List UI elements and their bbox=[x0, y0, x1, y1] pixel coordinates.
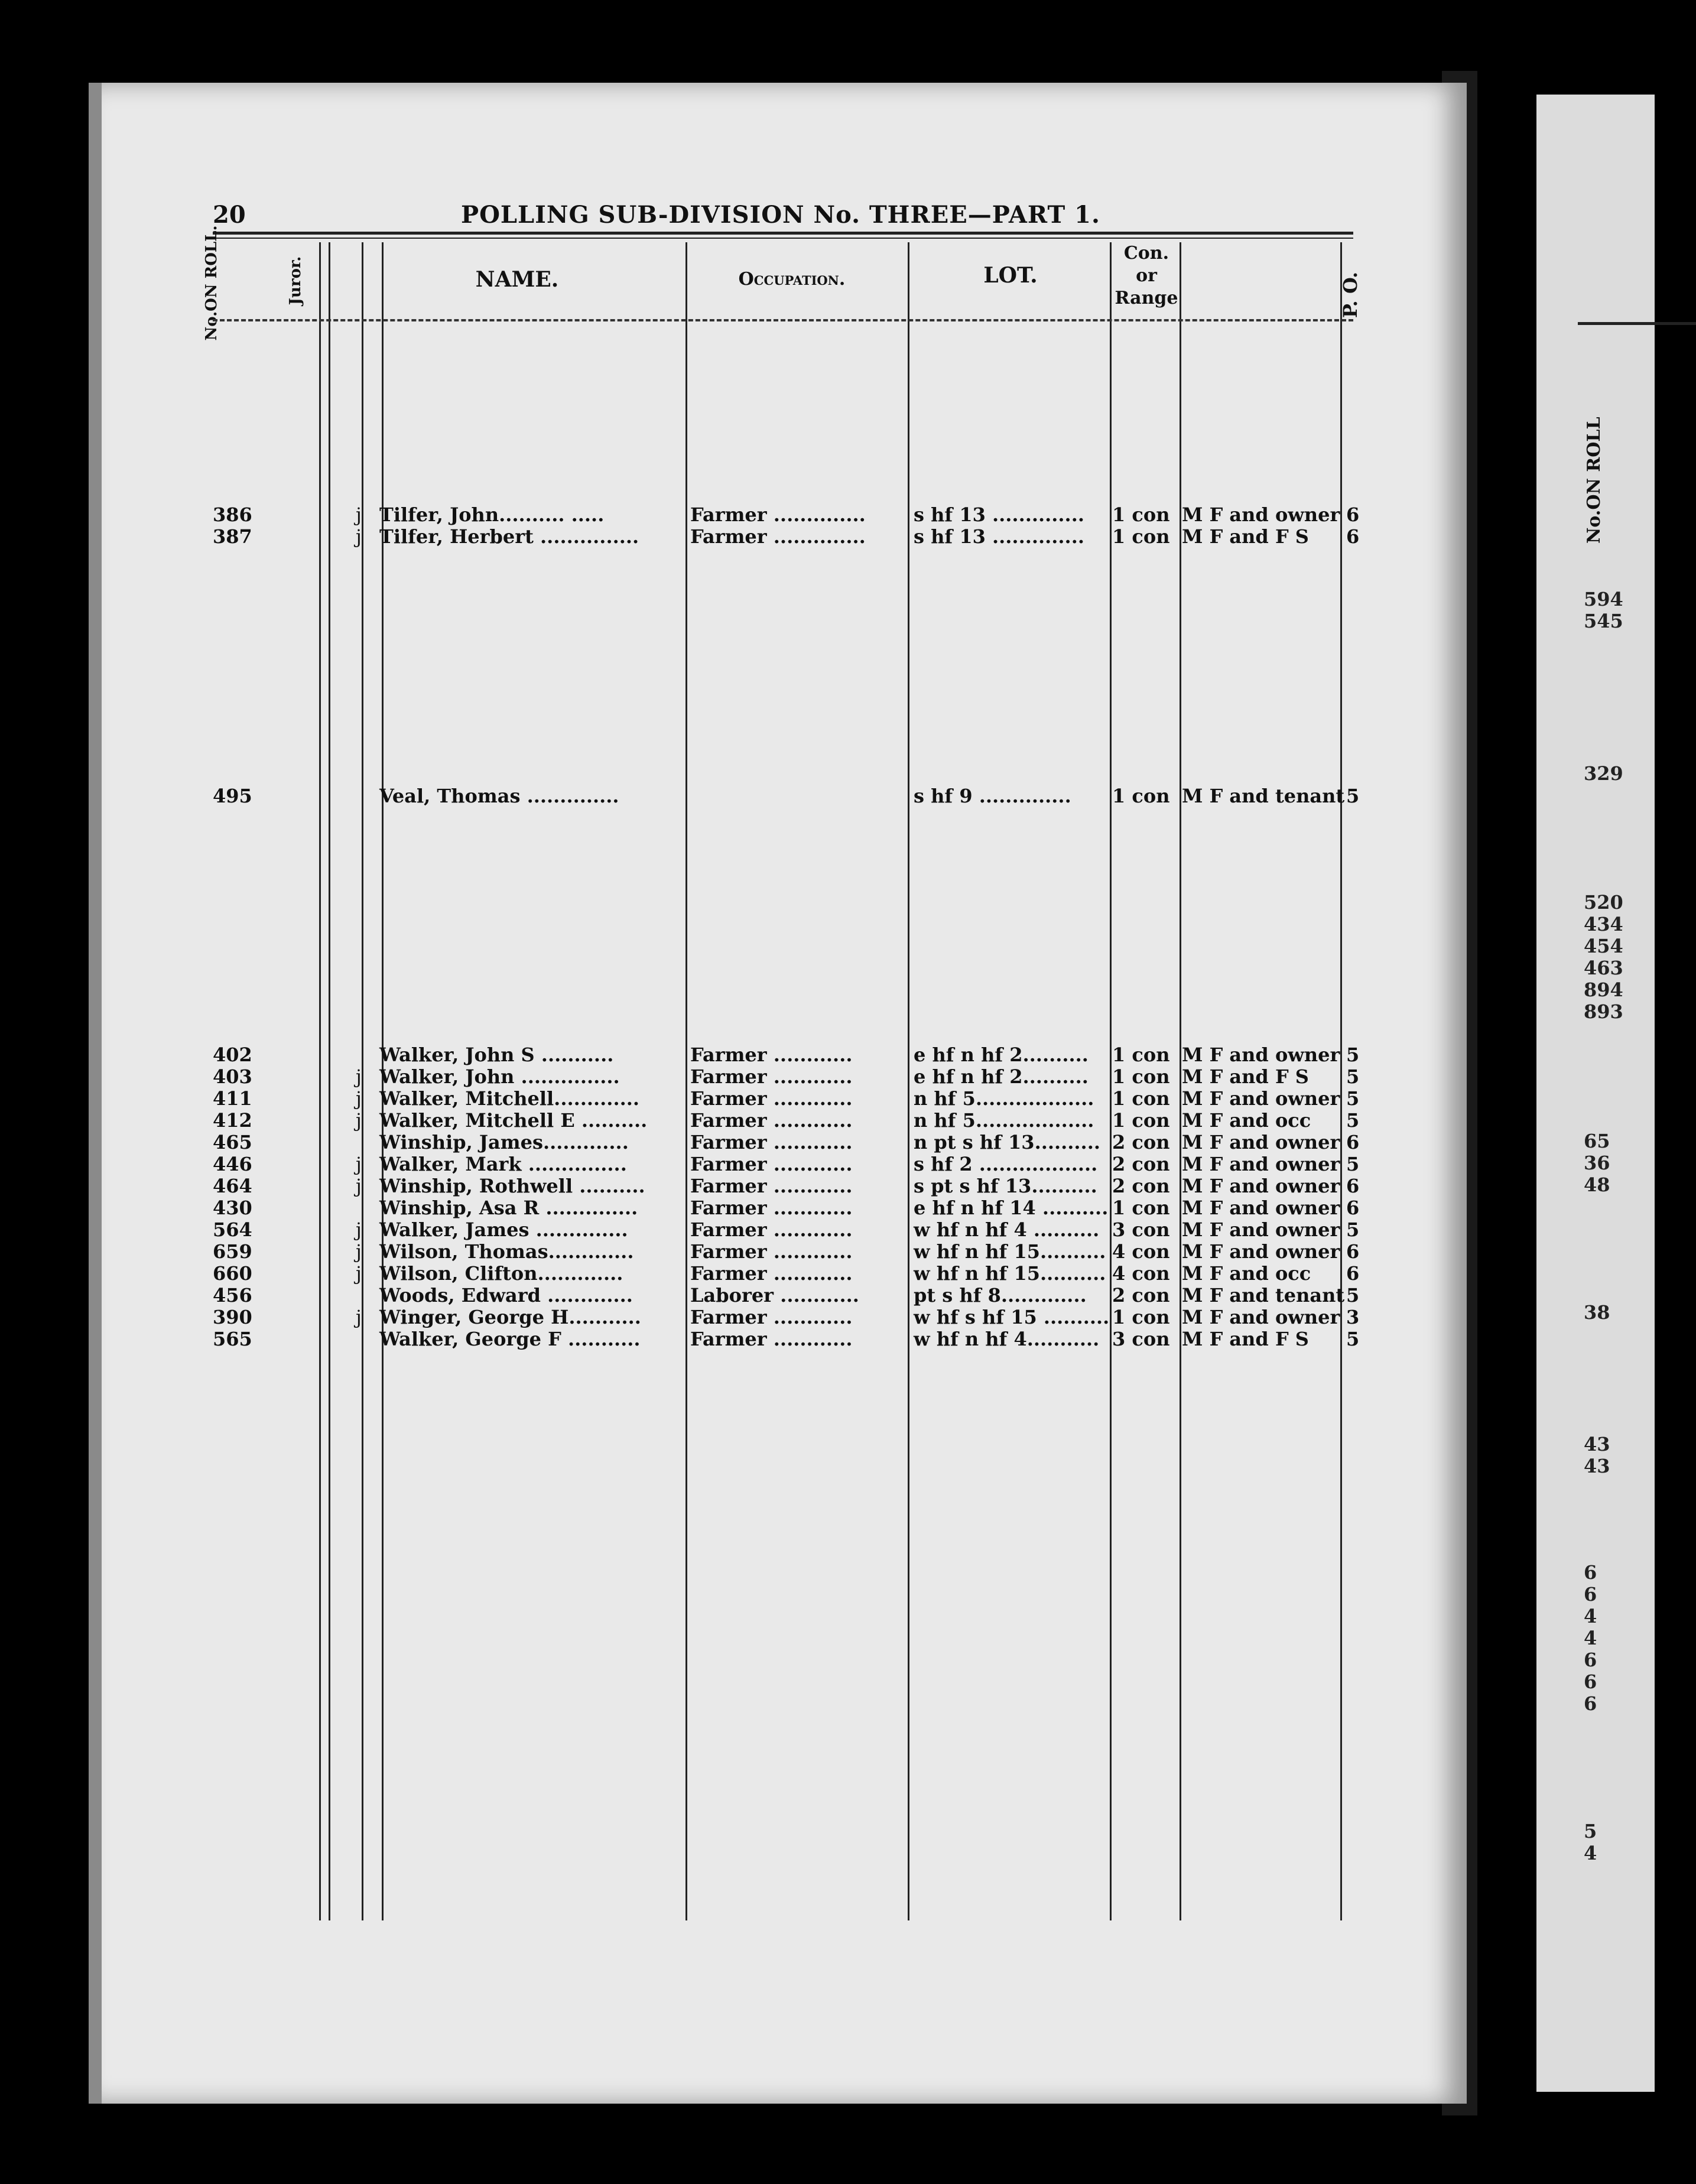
voter-name: Walker, John S ........... bbox=[379, 1044, 614, 1066]
voter-name: Tilfer, Herbert ............... bbox=[379, 525, 639, 548]
concession: 2 con bbox=[1112, 1284, 1170, 1306]
roll-number: 403 bbox=[213, 1065, 252, 1088]
adjacent-roll-number: 6 bbox=[1584, 1583, 1597, 1606]
roll-number: 411 bbox=[213, 1087, 252, 1110]
qualification: M F and owner bbox=[1182, 1218, 1340, 1241]
adjacent-roll-number: 6 bbox=[1584, 1692, 1597, 1715]
voter-name: Walker, Mark ............... bbox=[379, 1153, 627, 1175]
juror-mark: j bbox=[356, 1065, 362, 1088]
adjacent-roll-number: 454 bbox=[1584, 935, 1623, 957]
roll-number: 430 bbox=[213, 1197, 252, 1219]
column-header-juror: Juror. bbox=[287, 256, 304, 306]
post-office: 5 bbox=[1346, 1109, 1360, 1132]
roll-number: 387 bbox=[213, 525, 252, 548]
occupation: Farmer ............ bbox=[690, 1240, 853, 1263]
occupation: Farmer ............ bbox=[690, 1197, 853, 1219]
table-row bbox=[213, 1306, 1371, 1328]
lot: e hf n hf 2.......... bbox=[914, 1065, 1089, 1088]
roll-number: 464 bbox=[213, 1175, 252, 1197]
juror-mark: j bbox=[356, 1087, 362, 1110]
post-office: 3 bbox=[1346, 1306, 1360, 1328]
adjacent-page bbox=[1536, 95, 1655, 2092]
voter-name: Walker, Mitchell E .......... bbox=[379, 1109, 648, 1132]
table-row bbox=[213, 1262, 1371, 1285]
juror-mark: j bbox=[356, 1262, 362, 1285]
lot: w hf n hf 15.......... bbox=[914, 1262, 1106, 1285]
roll-number: 446 bbox=[213, 1153, 252, 1175]
concession: 4 con bbox=[1112, 1262, 1170, 1285]
roll-number: 456 bbox=[213, 1284, 252, 1306]
roll-number: 495 bbox=[213, 785, 252, 807]
table-row bbox=[213, 1109, 1371, 1132]
header-rule bbox=[213, 238, 1353, 239]
adjacent-roll-number: 65 bbox=[1584, 1130, 1610, 1152]
roll-number: 465 bbox=[213, 1131, 252, 1153]
concession: 2 con bbox=[1112, 1131, 1170, 1153]
occupation: Farmer .............. bbox=[690, 525, 866, 548]
post-office: 6 bbox=[1346, 1175, 1360, 1197]
qualification: M F and owner bbox=[1182, 1306, 1340, 1328]
occupation: Farmer ............ bbox=[690, 1328, 853, 1350]
occupation: Farmer ............ bbox=[690, 1153, 853, 1175]
qualification: M F and F S bbox=[1182, 1065, 1309, 1088]
adjacent-roll-number: 4 bbox=[1584, 1627, 1597, 1649]
column-header-lot: LOT. bbox=[983, 263, 1038, 288]
header-rule bbox=[213, 232, 1353, 235]
voter-name: Walker, Mitchell............. bbox=[379, 1087, 639, 1110]
header-dashed-rule bbox=[213, 319, 1353, 321]
adjacent-roll-number: 6 bbox=[1584, 1649, 1597, 1671]
adjacent-roll-number: 38 bbox=[1584, 1301, 1610, 1324]
table-row bbox=[213, 785, 1371, 807]
occupation: Farmer ............ bbox=[690, 1109, 853, 1132]
occupation: Laborer ............ bbox=[690, 1284, 859, 1306]
qualification: M F and F S bbox=[1182, 1328, 1309, 1350]
post-office: 5 bbox=[1346, 1218, 1360, 1241]
qualification: M F and owner bbox=[1182, 1175, 1340, 1197]
table-row bbox=[213, 1328, 1371, 1350]
lot: s hf 13 .............. bbox=[914, 503, 1084, 526]
post-office: 5 bbox=[1346, 1153, 1360, 1175]
occupation: Farmer ............ bbox=[690, 1262, 853, 1285]
lot: n hf 5.................. bbox=[914, 1109, 1094, 1132]
juror-mark: j bbox=[356, 1153, 362, 1175]
concession: 4 con bbox=[1112, 1240, 1170, 1263]
adjacent-roll-number: 434 bbox=[1584, 913, 1623, 935]
adjacent-roll-number: 594 bbox=[1584, 588, 1623, 610]
column-header-po: P. O. bbox=[1339, 271, 1362, 318]
qualification: M F and owner bbox=[1182, 1131, 1340, 1153]
qualification: M F and owner bbox=[1182, 503, 1340, 526]
juror-mark: j bbox=[356, 503, 362, 526]
occupation: Farmer ............ bbox=[690, 1044, 853, 1066]
adjacent-roll-number: 893 bbox=[1584, 1000, 1623, 1023]
juror-mark: j bbox=[356, 1240, 362, 1263]
qualification: M F and F S bbox=[1182, 525, 1309, 548]
concession: 1 con bbox=[1112, 1306, 1170, 1328]
occupation: Farmer ............ bbox=[690, 1175, 853, 1197]
lot: w hf n hf 4........... bbox=[914, 1328, 1100, 1350]
table-row bbox=[213, 1153, 1371, 1175]
post-office: 6 bbox=[1346, 503, 1360, 526]
concession: 1 con bbox=[1112, 1109, 1170, 1132]
lot: s hf 2 .................. bbox=[914, 1153, 1098, 1175]
concession: 1 con bbox=[1112, 1197, 1170, 1219]
lot: w hf n hf 4 .......... bbox=[914, 1218, 1100, 1241]
qualification: M F and owner bbox=[1182, 1240, 1340, 1263]
qualification: M F and owner bbox=[1182, 1044, 1340, 1066]
concession: 1 con bbox=[1112, 525, 1170, 548]
occupation: Farmer ............ bbox=[690, 1087, 853, 1110]
table-row bbox=[213, 1218, 1371, 1241]
table-row bbox=[213, 1175, 1371, 1197]
post-office: 5 bbox=[1346, 1284, 1360, 1306]
concession: 1 con bbox=[1112, 503, 1170, 526]
adjacent-roll-number: 894 bbox=[1584, 979, 1623, 1001]
roll-number: 564 bbox=[213, 1218, 252, 1241]
adjacent-roll-number: 36 bbox=[1584, 1152, 1610, 1174]
voter-name: Walker, John ............... bbox=[379, 1065, 620, 1088]
table-row bbox=[213, 1240, 1371, 1263]
post-office: 5 bbox=[1346, 1065, 1360, 1088]
lot: w hf n hf 15.......... bbox=[914, 1240, 1106, 1263]
lot: e hf n hf 14 .......... bbox=[914, 1197, 1109, 1219]
voter-name: Woods, Edward ............. bbox=[379, 1284, 633, 1306]
voter-name: Walker, George F ........... bbox=[379, 1328, 641, 1350]
post-office: 5 bbox=[1346, 1087, 1360, 1110]
page-title: POLLING SUB-DIVISION No. THREE—PART 1. bbox=[461, 201, 1100, 229]
post-office: 5 bbox=[1346, 1328, 1360, 1350]
roll-number: 412 bbox=[213, 1109, 252, 1132]
occupation: Farmer .............. bbox=[690, 503, 866, 526]
occupation: Farmer ............ bbox=[690, 1131, 853, 1153]
post-office: 5 bbox=[1346, 1044, 1360, 1066]
occupation: Farmer ............ bbox=[690, 1218, 853, 1241]
adjacent-roll-number: 6 bbox=[1584, 1561, 1597, 1584]
table-row bbox=[213, 1087, 1371, 1110]
juror-mark: j bbox=[356, 1109, 362, 1132]
voter-name: Winger, George H........... bbox=[379, 1306, 641, 1328]
post-office: 6 bbox=[1346, 1262, 1360, 1285]
roll-number: 390 bbox=[213, 1306, 252, 1328]
juror-mark: j bbox=[356, 525, 362, 548]
post-office: 6 bbox=[1346, 1197, 1360, 1219]
voter-name: Winship, Rothwell .......... bbox=[379, 1175, 645, 1197]
post-office: 6 bbox=[1346, 1240, 1360, 1263]
table-row bbox=[213, 525, 1371, 548]
juror-mark: j bbox=[356, 1306, 362, 1328]
adjacent-roll-number: 6 bbox=[1584, 1670, 1597, 1693]
post-office: 6 bbox=[1346, 525, 1360, 548]
qualification: M F and occ bbox=[1182, 1262, 1311, 1285]
juror-mark: j bbox=[356, 1175, 362, 1197]
concession: 2 con bbox=[1112, 1153, 1170, 1175]
qualification: M F and occ bbox=[1182, 1109, 1311, 1132]
voter-name: Wilson, Clifton............. bbox=[379, 1262, 623, 1285]
adjacent-page-rule bbox=[1578, 322, 1696, 325]
voter-name: Wilson, Thomas............. bbox=[379, 1240, 634, 1263]
adjacent-roll-number: 4 bbox=[1584, 1842, 1597, 1864]
occupation: Farmer ............ bbox=[690, 1065, 853, 1088]
concession: 3 con bbox=[1112, 1328, 1170, 1350]
table-row bbox=[213, 1065, 1371, 1088]
table-row bbox=[213, 1044, 1371, 1066]
lot: n hf 5.................. bbox=[914, 1087, 1094, 1110]
qualification: M F and owner bbox=[1182, 1153, 1340, 1175]
roll-number: 660 bbox=[213, 1262, 252, 1285]
qualification: M F and tenant bbox=[1182, 1284, 1345, 1306]
lot: e hf n hf 2.......... bbox=[914, 1044, 1089, 1066]
table-row bbox=[213, 1131, 1371, 1153]
adjacent-page-roll-header: No.ON ROLL bbox=[1584, 417, 1604, 544]
lot: n pt s hf 13.......... bbox=[914, 1131, 1100, 1153]
voter-name: Winship, James............. bbox=[379, 1131, 629, 1153]
concession: 1 con bbox=[1112, 1087, 1170, 1110]
qualification: M F and owner bbox=[1182, 1197, 1340, 1219]
lot: s hf 9 .............. bbox=[914, 785, 1071, 807]
concession: 2 con bbox=[1112, 1175, 1170, 1197]
lot: s hf 13 .............. bbox=[914, 525, 1084, 548]
column-header-roll: No.ON ROLL. bbox=[203, 225, 220, 341]
adjacent-roll-number: 43 bbox=[1584, 1433, 1610, 1455]
post-office: 6 bbox=[1346, 1131, 1360, 1153]
roll-number: 402 bbox=[213, 1044, 252, 1066]
voter-name: Veal, Thomas .............. bbox=[379, 785, 619, 807]
lot: s pt s hf 13.......... bbox=[914, 1175, 1097, 1197]
roll-number: 565 bbox=[213, 1328, 252, 1350]
lot: pt s hf 8............. bbox=[914, 1284, 1087, 1306]
voter-name: Winship, Asa R .............. bbox=[379, 1197, 638, 1219]
concession: 1 con bbox=[1112, 785, 1170, 807]
qualification: M F and owner bbox=[1182, 1087, 1340, 1110]
column-header-name: NAME. bbox=[475, 267, 559, 292]
qualification: M F and tenant bbox=[1182, 785, 1345, 807]
juror-mark: j bbox=[356, 1218, 362, 1241]
adjacent-roll-number: 43 bbox=[1584, 1455, 1610, 1477]
lot: w hf s hf 15 .......... bbox=[914, 1306, 1110, 1328]
adjacent-roll-number: 545 bbox=[1584, 610, 1623, 632]
table-row bbox=[213, 1197, 1371, 1219]
adjacent-roll-number: 463 bbox=[1584, 957, 1623, 979]
concession: 3 con bbox=[1112, 1218, 1170, 1241]
post-office: 5 bbox=[1346, 785, 1360, 807]
column-header-con: Con. or Range bbox=[1115, 243, 1178, 308]
occupation: Farmer ............ bbox=[690, 1306, 853, 1328]
adjacent-roll-number: 48 bbox=[1584, 1174, 1610, 1196]
table-row bbox=[213, 503, 1371, 526]
voter-name: Walker, James .............. bbox=[379, 1218, 628, 1241]
adjacent-roll-number: 520 bbox=[1584, 891, 1623, 914]
roll-number: 659 bbox=[213, 1240, 252, 1263]
roll-number: 386 bbox=[213, 503, 252, 526]
page-number: 20 bbox=[213, 201, 246, 229]
concession: 1 con bbox=[1112, 1065, 1170, 1088]
column-header-occupation: Occupation. bbox=[738, 269, 846, 290]
adjacent-roll-number: 5 bbox=[1584, 1820, 1597, 1842]
concession: 1 con bbox=[1112, 1044, 1170, 1066]
table-row bbox=[213, 1284, 1371, 1306]
adjacent-roll-number: 4 bbox=[1584, 1605, 1597, 1627]
adjacent-roll-number: 329 bbox=[1584, 762, 1623, 785]
voter-name: Tilfer, John.......... ..... bbox=[379, 503, 605, 526]
